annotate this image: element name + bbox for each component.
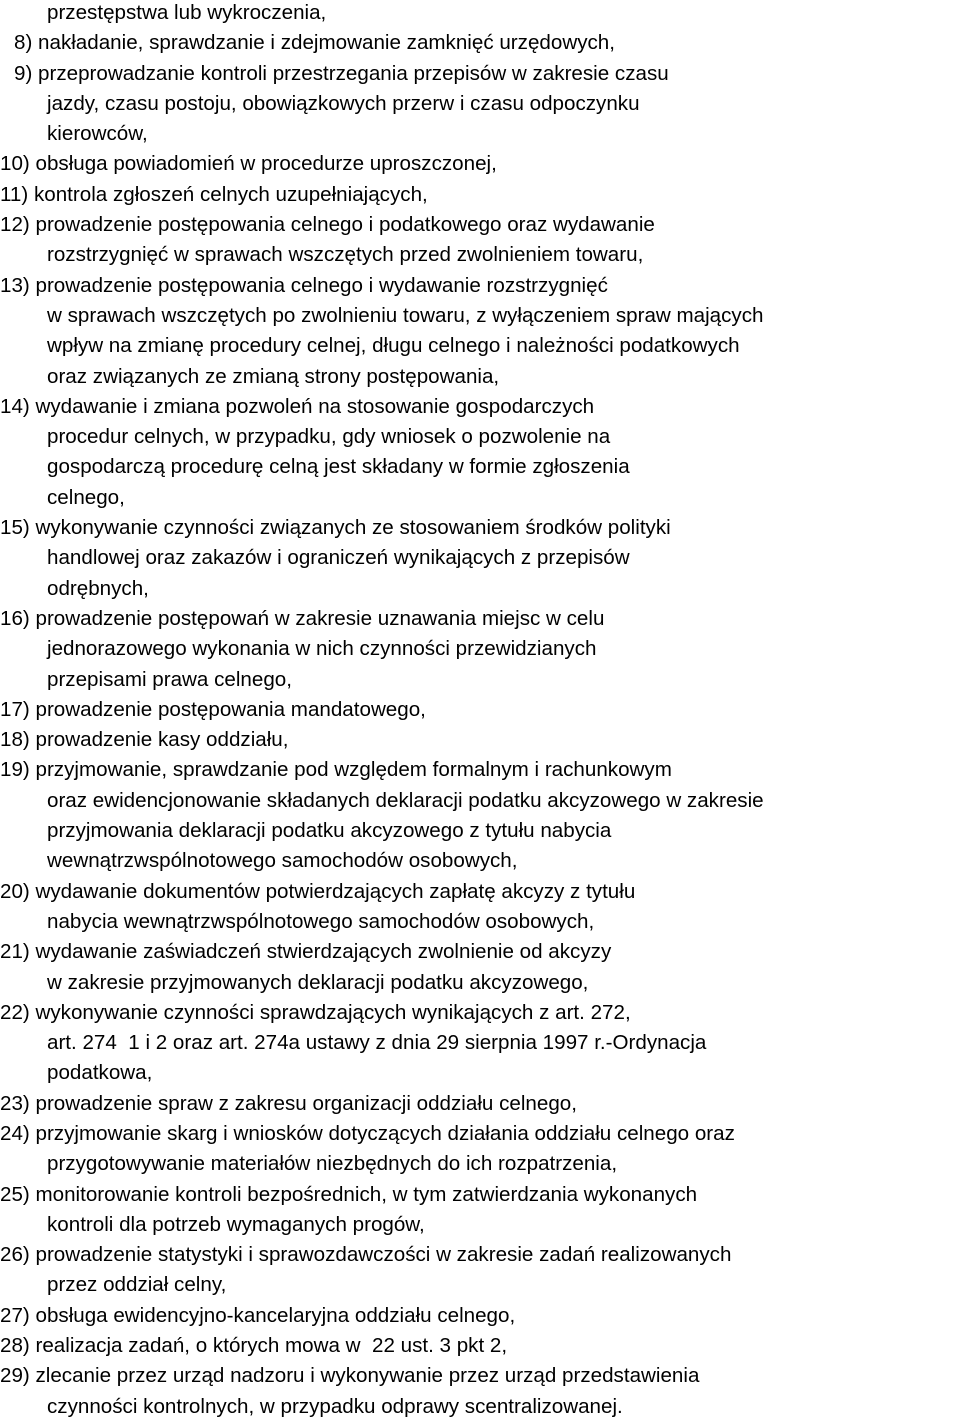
text-line: jazdy, czasu postoju, obowiązkowych przerw i czasu odpoczynku (47, 91, 640, 115)
list-item: 24) przyjmowanie skarg i wniosków dotyczących działania oddziału celnego oraz (0, 1121, 735, 1145)
list-item: 11) kontrola zgłoszeń celnych uzupełniających, (0, 182, 428, 206)
text-line: w zakresie przyjmowanych deklaracji podatku akcyzowego, (47, 970, 589, 994)
text-line: celnego, (47, 485, 125, 509)
list-item: 8) nakładanie, sprawdzanie i zdejmowanie zamknięć urzędowych, (14, 31, 615, 55)
list-item: 22) wykonywanie czynności sprawdzających wynikających z art. 272, (0, 1000, 631, 1024)
list-item: 10) obsługa powiadomień w procedurze uproszczonej, (0, 152, 497, 176)
list-item: 16) prowadzenie postępowań w zakresie uznawania miejsc w celu (0, 606, 605, 630)
text-line: wewnątrzwspólnotowego samochodów osobowych, (47, 849, 518, 873)
text-line: wpływ na zmianę procedury celnej, długu celnego i należności podatkowych (47, 334, 740, 358)
list-item: 28) realizacja zadań, o których mowa w 22 ust. 3 pkt 2, (0, 1334, 508, 1358)
list-item: 18) prowadzenie kasy oddziału, (0, 728, 289, 752)
list-item: 9) przeprowadzanie kontroli przestrzegania przepisów w zakresie czasu (14, 61, 669, 85)
list-item: 17) prowadzenie postępowania mandatowego, (0, 697, 426, 721)
text-line: przygotowywanie materiałów niezbędnych do ich rozpatrzenia, (47, 1152, 618, 1176)
text-line: procedur celnych, w przypadku, gdy wniosek o pozwolenie na (47, 425, 611, 449)
list-item: 15) wykonywanie czynności związanych ze stosowaniem środków polityki (0, 516, 671, 540)
text-line: gospodarczą procedurę celną jest składany w formie zgłoszenia (47, 455, 630, 479)
text-line: oraz związanych ze zmianą strony postępowania, (47, 364, 500, 388)
list-item: 12) prowadzenie postępowania celnego i podatkowego oraz wydawanie (0, 213, 655, 237)
text-line: odrębnych, (47, 576, 149, 600)
text-line: przepisami prawa celnego, (47, 667, 292, 691)
list-item: 13) prowadzenie postępowania celnego i wydawanie rozstrzygnięć (0, 273, 608, 297)
text-line: handlowej oraz zakazów i ograniczeń wynikających z przepisów (47, 546, 630, 570)
list-item: 23) prowadzenie spraw z zakresu organizacji oddziału celnego, (0, 1091, 577, 1115)
list-item: 27) obsługa ewidencyjno-kancelaryjna oddziału celnego, (0, 1303, 516, 1327)
text-line: przez oddział celny, (47, 1273, 227, 1297)
text-line: jednorazowego wykonania w nich czynności przewidzianych (47, 637, 597, 661)
text-line: podatkowa, (47, 1061, 153, 1085)
list-item: 21) wydawanie zaświadczeń stwierdzających zwolnienie od akcyzy (0, 940, 612, 964)
text-line: kierowców, (47, 122, 148, 146)
list-item: 25) monitorowanie kontroli bezpośrednich, w tym zatwierdzania wykonanych (0, 1182, 698, 1206)
list-item: 26) prowadzenie statystyki i sprawozdawczości w zakresie zadań realizowanych (0, 1243, 732, 1267)
list-item: 20) wydawanie dokumentów potwierdzających zapłatę akcyzy z tytułu (0, 879, 636, 903)
text-line: w sprawach wszczętych po zwolnieniu towaru, z wyłączeniem spraw mających (47, 303, 764, 327)
text-line: oraz ewidencjonowanie składanych deklaracji podatku akcyzowego w zakresie (47, 788, 764, 812)
text-line: czynności kontrolnych, w przypadku odprawy scentralizowanej. (47, 1394, 623, 1418)
list-item: 14) wydawanie i zmiana pozwoleń na stosowanie gospodarczych (0, 394, 595, 418)
text-line: przyjmowania deklaracji podatku akcyzowego z tytułu nabycia (47, 819, 612, 843)
text-line: przestępstwa lub wykroczenia, (47, 1, 327, 24)
text-line: nabycia wewnątrzwspólnotowego samochodów osobowych, (47, 909, 595, 933)
list-item: 29) zlecanie przez urząd nadzoru i wykonywanie przez urząd przedstawienia (0, 1364, 700, 1388)
text-line: rozstrzygnięć w sprawach wszczętych przed zwolnieniem towaru, (47, 243, 644, 267)
text-line: art. 274 1 i 2 oraz art. 274a ustawy z dnia 29 sierpnia 1997 r.-Ordynacja (47, 1031, 707, 1055)
text-line: kontroli dla potrzeb wymaganych progów, (47, 1212, 425, 1236)
list-item: 19) przyjmowanie, sprawdzanie pod względem formalnym i rachunkowym (0, 758, 672, 782)
